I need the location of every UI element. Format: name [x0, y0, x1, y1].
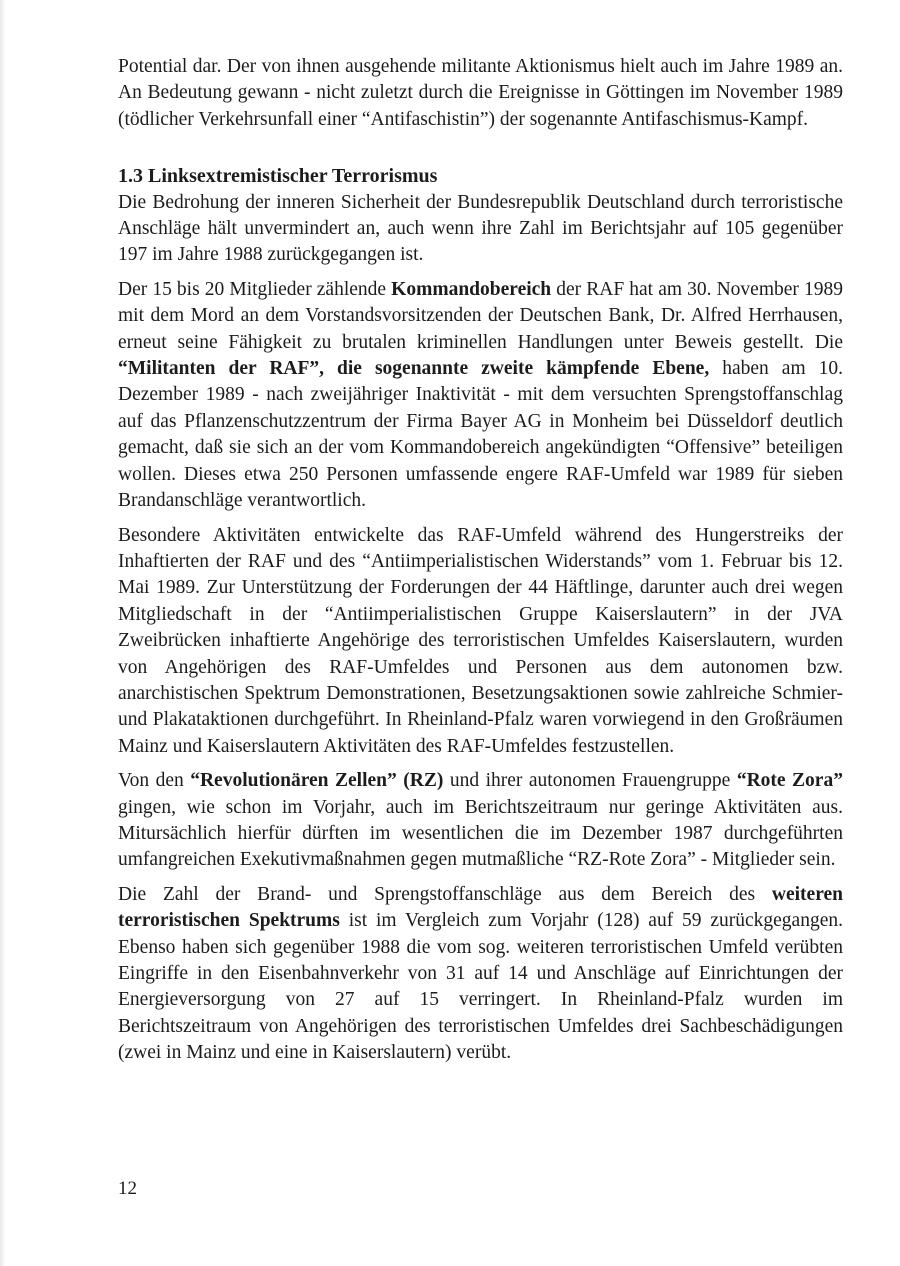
paragraph-rz	[118, 768, 843, 874]
text-run: Von den	[118, 770, 191, 792]
paragraph-raf	[118, 277, 843, 515]
text-run: ist im Vergleich zum Vorjahr (128) auf 59 zurückgegangen. Ebenso haben sich gegenüber 1988 die vom sog. weiteren terroristischen Umfeld verübten Eingriffe in den Eisenbahnverkehr von 31 auf 14 und Anschläge auf Einrichtungen der Energieversorgung von 27 auf 15 verringert. In Rheinland-Pfalz wurden im Berichtszeitraum von Angehörigen des terroristischen Umfeldes drei Sachbeschädigungen (zwei in Mainz und eine in Kaiserslautern) verübt.	[118, 910, 843, 1064]
paragraph-threat: Die Bedrohung der inneren Sicherheit der Bundesrepublik Deutschland durch terroristische Anschläge hält unvermindert an, auch wenn ihre Zahl im Berichtsjahr auf 105 gegenüber 197 im Jahre 1988 zurückgegangen ist.	[118, 191, 843, 266]
text-run: der RAF hat am 30. November 1989 mit dem Mord an dem Vorstandsvorsitzenden der Deutschen Bank, Dr. Alfred Herrhausen, erneut seine Fähigkeit zu brutalen kriminellen Handlungen unter Beweis gestellt. Die	[118, 278, 843, 353]
text-run: Der 15 bis 20 Mitglieder zählende	[118, 278, 392, 300]
page-edge-shadow	[0, 0, 6, 1266]
text-run: haben am 10. Dezember 1989 - nach zweijähriger Inaktivität - mit dem versuchten Sprengstoffanschlag auf das Pflanzenschutzzentrum der Firma Bayer AG in Monheim bei Düsseldorf deutlich gemacht, daß sie sich an der vom Kommandobereich angekündigten “Offensive” beteiligen wollen. Dieses etwa 250 Personen umfassende engere RAF-Umfeld war 1989 für sieben Brandanschläge verantwortlich.	[118, 358, 843, 512]
text-run: Die Zahl der Brand- und Sprengstoffanschläge aus dem Bereich des	[118, 883, 772, 905]
bold-term-militanten: “Militanten der RAF”, die sogenannte zweite kämpfende Ebene,	[118, 358, 710, 380]
bold-term-weiteren-spektrums: weiteren terroristischen Spektrums	[118, 883, 843, 932]
page-number: 12	[118, 1178, 137, 1199]
bold-term-kommandobereich: Kommandobereich	[391, 278, 552, 300]
intro-paragraph: Potential dar. Der von ihnen ausgehende militante Aktionismus hielt auch im Jahre 1989 an. An Bedeutung gewann - nicht zuletzt durch die Ereignisse in Göttingen im November 1989 (tödlicher Verkehrsunfall einer “Antifaschistin”) der sogenannte Antifaschismus-Kampf.	[118, 56, 843, 130]
section-heading: 1.3 Linksextremistischer Terrorismus	[118, 165, 438, 188]
bold-term-rote-zora: “Rote Zora”	[736, 770, 843, 792]
bold-term-rz: “Revolutionären Zellen” (RZ)	[190, 770, 444, 792]
document-body	[118, 54, 843, 1075]
text-run: und ihrer autonomen Frauengruppe	[443, 770, 737, 792]
text-run: gingen, wie schon im Vorjahr, auch im Berichtszeitraum nur geringe Aktivitäten aus. Mitursächlich hierfür dürften im wesentlichen die im Dezember 1987 durchgeführten umfangreichen Exekutivmaßnahmen gegen mutmaßliche “RZ-Rote Zora” - Mitglieder sein.	[118, 796, 843, 871]
paragraph-spektrum	[118, 882, 843, 1067]
paragraph-hungerstreik: Besondere Aktivitäten entwickelte das RAF-Umfeld während des Hungerstreiks der Inhaftierten der RAF und des “Antiimperialistischen Widerstands” vom 1. Februar bis 12. Mai 1989. Zur Unterstützung der Forderungen der 44 Häftlinge, darunter auch drei wegen Mitgliedschaft in der “Antiimperialistischen Gruppe Kaiserslautern” in der JVA Zweibrücken inhaftierte Angehörige des terroristischen Umfeldes Kaiserslautern, wurden von Angehörigen des RAF-Umfeldes und Personen aus dem autonomen bzw. anarchistischen Spektrum Demonstrationen, Besetzungsaktionen sowie zahlreiche Schmier- und Plakataktionen durchgeführt. In Rheinland-Pfalz waren vorwiegend in den Großräumen Mainz und Kaiserslautern Aktivitäten des RAF-Umfeldes festzustellen.	[118, 524, 843, 757]
